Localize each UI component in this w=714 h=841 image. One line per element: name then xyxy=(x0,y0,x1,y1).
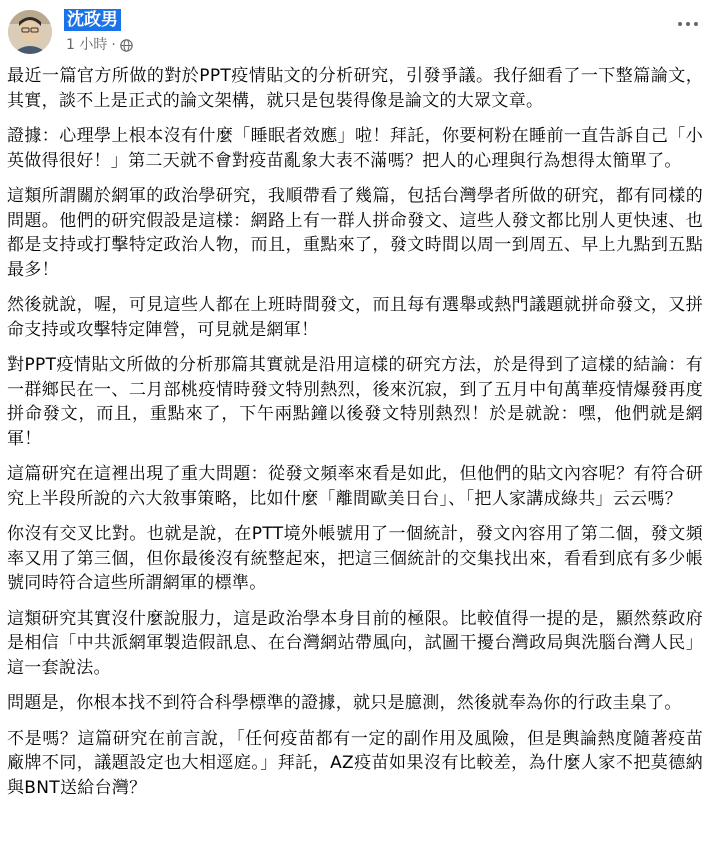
post-paragraph: 然後就說，喔，可見這些人都在上班時間發文，而且每有選舉或熱門議題就拼命發文，又拼命支持或攻擊特定陣營，可見就是網軍！ xyxy=(7,295,703,340)
post-meta xyxy=(66,36,133,54)
more-dot xyxy=(678,22,682,26)
meta-separator: · xyxy=(111,37,116,53)
globe-icon[interactable] xyxy=(120,39,133,52)
more-dot xyxy=(686,22,690,26)
post-body xyxy=(7,64,703,811)
post-header xyxy=(0,0,714,62)
post-paragraph: 你沒有交叉比對。也就是說，在PTT境外帳號用了一個統計，發文內容用了第二個，發文頻率又用了第三個，但你最後沒有統整起來，把這三個統計的交集找出來，看看到底有多少帳號同時符合這些所謂網軍的標準。 xyxy=(7,524,703,593)
post-paragraph: 這類研究其實沒什麼說服力，這是政治學本身目前的極限。比較值得一提的是，顯然蔡政府是相信「中共派網軍製造假訊息、在台灣網站帶風向，試圖干擾台灣政局與洗腦台灣人民」這一套說法。 xyxy=(7,608,703,678)
post-paragraph: 對PPT疫情貼文所做的分析那篇其實就是沿用這樣的研究方法，於是得到了這樣的結論：有一群鄉民在一、二月部桃疫情時發文特別熱烈，後來沉寂，到了五月中旬萬華疫情爆發再度拼命發文，而且，重點來了，下午兩點鐘以後發文特別熱烈！於是就說：嘿，他們就是網軍！ xyxy=(7,355,703,449)
post-timestamp[interactable]: 1 小時 xyxy=(66,37,108,53)
post-paragraph: 問題是，你根本找不到符合科學標準的證據，就只是臆測，然後就奉為你的行政圭臬了。 xyxy=(7,693,682,713)
more-dot xyxy=(694,22,698,26)
author-name[interactable]: 沈政男 xyxy=(64,9,121,31)
post-paragraph: 最近一篇官方所做的對於PPT疫情貼文的分析研究，引發爭議。我仔細看了一下整篇論文，其實，談不上是正式的論文架構，就只是包裝得像是論文的大眾文章。 xyxy=(7,66,703,111)
post-paragraph: 不是嗎？這篇研究在前言說，「任何疫苗都有一定的副作用及風險，但是輿論熱度隨著疫苗廠牌不同，議題設定也大相逕庭。」拜託，AZ疫苗如果沒有比較差，為什麼人家不把莫德納與BNT送給台灣？ xyxy=(7,728,703,798)
post-paragraph: 這篇研究在這裡出現了重大問題：從發文頻率來看是如此，但他們的貼文內容呢？有符合研究上半段所說的六大敘事策略，比如什麼「離間歐美日台」、「把人家講成綠共」云云嗎？ xyxy=(7,464,703,509)
post-paragraph: 這類所謂關於網軍的政治學研究，我順帶看了幾篇，包括台灣學者所做的研究，都有同樣的問題。他們的研究假設是這樣：網路上有一群人拼命發文、這些人發文都比別人更快速、也都是支持或打擊特定政治人物，而且，重點來了，發文時間以周一到周五、早上九點到五點最多！ xyxy=(7,186,703,280)
avatar[interactable] xyxy=(8,10,52,54)
post-paragraph: 證據：心理學上根本沒有什麼「睡眠者效應」啦！拜託，你要柯粉在睡前一直告訴自己「小英做得很好！」第二天就不會對疫苗亂象大表不滿嗎？把人的心理與行為想得太簡單了。 xyxy=(7,126,703,171)
profile-photo xyxy=(8,10,52,54)
more-options-icon[interactable] xyxy=(672,14,704,34)
